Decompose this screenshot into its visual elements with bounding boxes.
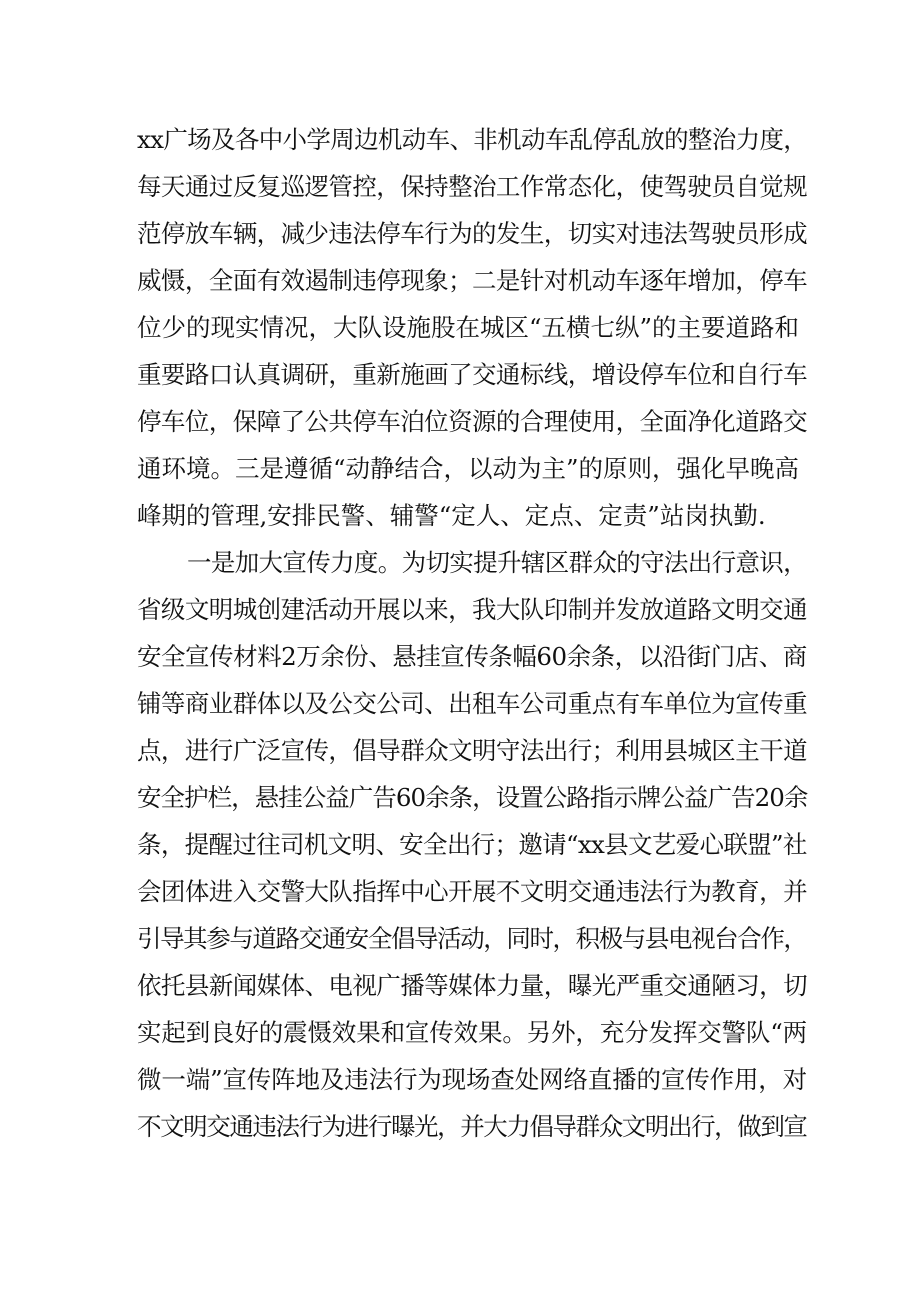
paragraph-line: 停车位，保障了公共停车泊位资源的合理使用，全面净化道路交 xyxy=(137,407,807,436)
paragraph-line: xx广场及各中小学周边机动车、非机动车乱停乱放的整治力度， xyxy=(137,125,808,154)
paragraph-line: 通环境。三是遵循“动静结合，以动为主”的原则，强化早晚高 xyxy=(137,454,800,483)
paragraph-line: 条，提醒过往司机文明、安全出行；邀请“xx县文艺爱心联盟”社 xyxy=(137,830,807,859)
paragraph-line: 实起到良好的震慑效果和宣传效果。另外，充分发挥交警队“两 xyxy=(137,1018,808,1047)
paragraph-line: 范停放车辆，减少违法停车行为的发生，切实对违法驾驶员形成 xyxy=(137,219,807,248)
paragraph-line: 微一端”宣传阵地及违法行为现场查处网络直播的宣传作用，对 xyxy=(137,1065,808,1094)
paragraph-line: 威慑，全面有效遏制违停现象；二是针对机动车逐年增加，停车 xyxy=(137,266,807,295)
paragraph-line: 会团体进入交警大队指挥中心开展不文明交通违法行为教育，并 xyxy=(137,877,807,906)
paragraph-line: 点，进行广泛宣传，倡导群众文明守法出行；利用县城区主干道 xyxy=(137,736,807,765)
paragraph-line: 不文明交通违法行为进行曝光，并大力倡导群众文明出行，做到宣 xyxy=(137,1112,807,1141)
paragraph-line: 位少的现实情况，大队设施股在城区“五横七纵”的主要道路和 xyxy=(137,313,800,342)
paragraph-line: 铺等商业群体以及公交公司、出租车公司重点有车单位为宣传重 xyxy=(137,689,807,718)
paragraph-line: 引导其参与道路交通安全倡导活动，同时，积极与县电视台合作， xyxy=(137,924,807,953)
paragraph-first-line: 一是加大宣传力度。为切实提升辖区群众的守法出行意识， xyxy=(187,548,807,577)
paragraph-line: 省级文明城创建活动开展以来，我大队印制并发放道路文明交通 xyxy=(137,595,807,624)
paragraph-line: 峰期的管理,安排民警、辅警“定人、定点、定责”站岗执勤. xyxy=(137,501,766,530)
paragraph-line: 依托县新闻媒体、电视广播等媒体力量，曝光严重交通陋习，切 xyxy=(137,971,807,1000)
paragraph-line: 安全护栏，悬挂公益广告60余条，设置公路指示牌公益广告20余 xyxy=(137,783,808,812)
paragraph-line: 每天通过反复巡逻管控，保持整治工作常态化，使驾驶员自觉规 xyxy=(137,172,807,201)
paragraph-line: 安全宣传材料2万余份、悬挂宣传条幅60余条，以沿街门店、商 xyxy=(137,642,807,671)
paragraph-line: 重要路口认真调研，重新施画了交通标线，增设停车位和自行车 xyxy=(137,360,807,389)
